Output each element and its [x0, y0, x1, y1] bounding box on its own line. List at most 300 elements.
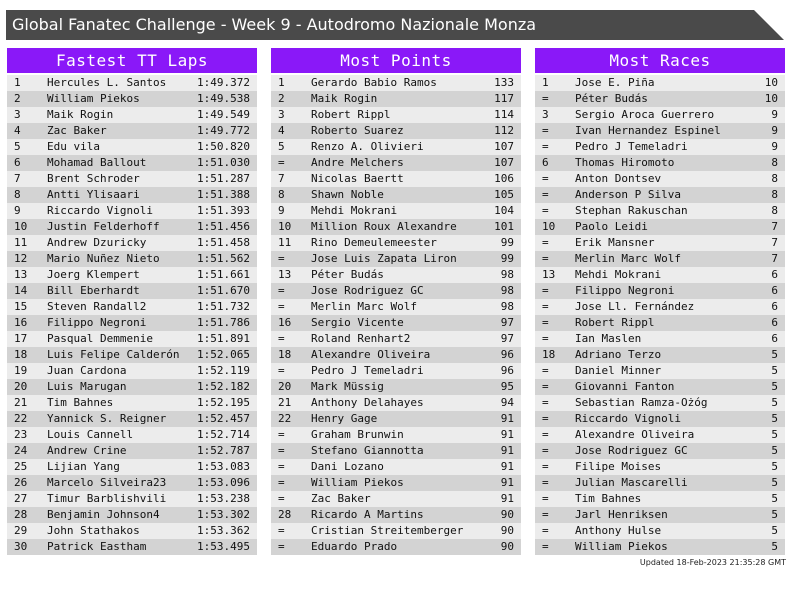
- value-cell: 1:52.787: [197, 444, 250, 457]
- rank-cell: 11: [278, 236, 292, 249]
- page-title: Global Fanatec Challenge - Week 9 - Autodromo Nazionale Monza: [12, 15, 537, 34]
- table-row: [535, 203, 785, 219]
- value-cell: 91: [500, 444, 514, 457]
- table-row: [7, 379, 257, 395]
- rank-cell: =: [542, 428, 549, 441]
- value-cell: 5: [771, 396, 778, 409]
- driver-name-cell: Paolo Leidi: [575, 220, 648, 233]
- value-cell: 114: [494, 108, 514, 121]
- driver-name-cell: Juan Cardona: [47, 364, 127, 377]
- driver-name-cell: Riccardo Vignoli: [47, 204, 153, 217]
- table-row: [535, 523, 785, 539]
- rank-cell: =: [542, 124, 549, 137]
- table-row: [271, 299, 521, 315]
- rank-cell: 22: [278, 412, 292, 425]
- value-cell: 99: [500, 236, 514, 249]
- driver-name-cell: Péter Budás: [575, 92, 648, 105]
- updated-timestamp: Updated 18-Feb-2023 21:35:28 GMT: [639, 558, 786, 567]
- value-cell: 1:53.362: [197, 524, 250, 537]
- table-row: [271, 411, 521, 427]
- table-row: [535, 251, 785, 267]
- value-cell: 1:51.458: [197, 236, 250, 249]
- rank-cell: =: [542, 172, 549, 185]
- rank-cell: 9: [14, 204, 21, 217]
- driver-name-cell: Louis Cannell: [47, 428, 134, 441]
- value-cell: 90: [500, 524, 514, 537]
- driver-name-cell: Benjamin Johnson4: [47, 508, 160, 521]
- value-cell: 8: [771, 172, 778, 185]
- value-cell: 5: [771, 524, 778, 537]
- value-cell: 1:51.388: [197, 188, 250, 201]
- driver-name-cell: Rino Demeulemeester: [311, 236, 437, 249]
- table-row: [271, 507, 521, 523]
- value-cell: 98: [500, 284, 514, 297]
- driver-name-cell: Roberto Suarez: [311, 124, 404, 137]
- rank-cell: =: [542, 492, 549, 505]
- rank-cell: 11: [14, 236, 28, 249]
- driver-name-cell: Ricardo A Martins: [311, 508, 424, 521]
- driver-name-cell: Andrew Dzuricky: [47, 236, 147, 249]
- rank-cell: 20: [14, 380, 28, 393]
- value-cell: 97: [500, 332, 514, 345]
- table-row: [535, 219, 785, 235]
- table-row: [7, 107, 257, 123]
- rank-cell: =: [278, 428, 285, 441]
- driver-name-cell: Edu vila: [47, 140, 100, 153]
- table-row: [7, 123, 257, 139]
- table-row: [271, 315, 521, 331]
- rank-cell: 16: [14, 316, 28, 329]
- value-cell: 5: [771, 540, 778, 553]
- value-cell: 1:53.495: [197, 540, 250, 553]
- rank-cell: 6: [14, 156, 21, 169]
- driver-name-cell: Andrew Crine: [47, 444, 127, 457]
- driver-name-cell: Justin Felderhoff: [47, 220, 160, 233]
- value-cell: 6: [771, 300, 778, 313]
- rank-cell: 3: [14, 108, 21, 121]
- rank-cell: =: [278, 540, 285, 553]
- rank-cell: 12: [14, 252, 28, 265]
- rank-cell: 23: [14, 428, 28, 441]
- rank-cell: 22: [14, 412, 28, 425]
- driver-name-cell: Merlin Marc Wolf: [311, 300, 417, 313]
- value-cell: 6: [771, 332, 778, 345]
- driver-name-cell: Jose Rodriguez GC: [575, 444, 688, 457]
- driver-name-cell: Merlin Marc Wolf: [575, 252, 681, 265]
- table-row: [271, 363, 521, 379]
- table-row: [7, 235, 257, 251]
- rank-cell: =: [542, 364, 549, 377]
- rank-cell: 9: [278, 204, 285, 217]
- table-row: [271, 347, 521, 363]
- rank-cell: =: [278, 444, 285, 457]
- driver-name-cell: Maik Rogin: [47, 108, 114, 121]
- table-row: [7, 475, 257, 491]
- rank-cell: =: [278, 284, 285, 297]
- rank-cell: =: [542, 284, 549, 297]
- driver-name-cell: Filipe Moises: [575, 460, 662, 473]
- driver-name-cell: Anton Dontsev: [575, 172, 662, 185]
- rank-cell: 15: [14, 300, 28, 313]
- value-cell: 5: [771, 460, 778, 473]
- value-cell: 104: [494, 204, 514, 217]
- driver-name-cell: Henry Gage: [311, 412, 378, 425]
- rank-cell: 17: [14, 332, 28, 345]
- rank-cell: 13: [542, 268, 556, 281]
- driver-name-cell: Julian Mascarelli: [575, 476, 688, 489]
- driver-name-cell: Thomas Hiromoto: [575, 156, 675, 169]
- driver-name-cell: Luis Marugan: [47, 380, 127, 393]
- rank-cell: 28: [278, 508, 292, 521]
- value-cell: 91: [500, 460, 514, 473]
- value-cell: 9: [771, 108, 778, 121]
- value-cell: 112: [494, 124, 514, 137]
- rank-cell: =: [542, 412, 549, 425]
- value-cell: 1:52.182: [197, 380, 250, 393]
- table-row: [7, 219, 257, 235]
- value-cell: 1:51.891: [197, 332, 250, 345]
- rank-cell: 2: [278, 92, 285, 105]
- value-cell: 91: [500, 476, 514, 489]
- table-row: [7, 539, 257, 555]
- value-cell: 5: [771, 412, 778, 425]
- driver-name-cell: Anthony Hulse: [575, 524, 662, 537]
- value-cell: 91: [500, 428, 514, 441]
- rank-cell: =: [542, 300, 549, 313]
- value-cell: 98: [500, 268, 514, 281]
- rank-cell: 4: [14, 124, 21, 137]
- table-row: [535, 331, 785, 347]
- table-row: [535, 299, 785, 315]
- value-cell: 1:49.772: [197, 124, 250, 137]
- rank-cell: =: [278, 156, 285, 169]
- table-row: [7, 283, 257, 299]
- rank-cell: 21: [14, 396, 28, 409]
- value-cell: 5: [771, 428, 778, 441]
- table-row: [271, 235, 521, 251]
- driver-name-cell: William Piekos: [311, 476, 404, 489]
- table-row: [7, 411, 257, 427]
- value-cell: 107: [494, 140, 514, 153]
- table-row: [271, 443, 521, 459]
- table-row: [271, 171, 521, 187]
- rank-cell: 1: [278, 76, 285, 89]
- table-row: [7, 299, 257, 315]
- rank-cell: =: [542, 460, 549, 473]
- table-row: [271, 475, 521, 491]
- table-row: [535, 539, 785, 555]
- rank-cell: 7: [14, 172, 21, 185]
- table-row: [535, 187, 785, 203]
- value-cell: 6: [771, 268, 778, 281]
- rank-cell: =: [542, 540, 549, 553]
- driver-name-cell: Jarl Henriksen: [575, 508, 668, 521]
- table-row: [535, 283, 785, 299]
- table-row: [7, 443, 257, 459]
- rank-cell: =: [542, 204, 549, 217]
- table-row: [271, 75, 521, 91]
- table-row: [535, 491, 785, 507]
- leaderboard-rows: [535, 75, 785, 555]
- driver-name-cell: Robert Rippl: [575, 316, 655, 329]
- rank-cell: 18: [542, 348, 556, 361]
- rank-cell: =: [278, 252, 285, 265]
- value-cell: 94: [500, 396, 514, 409]
- page-header: [6, 10, 784, 40]
- table-row: [271, 523, 521, 539]
- value-cell: 8: [771, 204, 778, 217]
- rank-cell: 29: [14, 524, 28, 537]
- value-cell: 1:53.083: [197, 460, 250, 473]
- table-row: [271, 267, 521, 283]
- value-cell: 133: [494, 76, 514, 89]
- table-row: [535, 123, 785, 139]
- rank-cell: 8: [14, 188, 21, 201]
- value-cell: 106: [494, 172, 514, 185]
- driver-name-cell: Timur Barblishvili: [47, 492, 167, 505]
- rank-cell: =: [278, 492, 285, 505]
- table-row: [535, 443, 785, 459]
- table-row: [535, 107, 785, 123]
- rank-cell: =: [278, 364, 285, 377]
- table-row: [535, 171, 785, 187]
- value-cell: 7: [771, 220, 778, 233]
- table-row: [7, 363, 257, 379]
- rank-cell: =: [542, 92, 549, 105]
- value-cell: 90: [500, 540, 514, 553]
- driver-name-cell: Sergio Vicente: [311, 316, 404, 329]
- rank-cell: =: [542, 380, 549, 393]
- value-cell: 1:51.786: [197, 316, 250, 329]
- rank-cell: 10: [14, 220, 28, 233]
- driver-name-cell: Shawn Noble: [311, 188, 384, 201]
- rank-cell: 20: [278, 380, 292, 393]
- rank-cell: =: [542, 188, 549, 201]
- panel-title: Most Points: [271, 48, 521, 73]
- table-row: [271, 379, 521, 395]
- rank-cell: 8: [278, 188, 285, 201]
- driver-name-cell: Daniel Minner: [575, 364, 662, 377]
- driver-name-cell: Erik Mansner: [575, 236, 655, 249]
- table-row: [7, 523, 257, 539]
- driver-name-cell: Steven Randall2: [47, 300, 147, 313]
- driver-name-cell: Joerg Klempert: [47, 268, 140, 281]
- rank-cell: =: [542, 396, 549, 409]
- value-cell: 10: [764, 92, 778, 105]
- rank-cell: 3: [278, 108, 285, 121]
- table-row: [535, 395, 785, 411]
- table-row: [271, 331, 521, 347]
- table-row: [7, 187, 257, 203]
- driver-name-cell: Giovanni Fanton: [575, 380, 675, 393]
- rank-cell: 19: [14, 364, 28, 377]
- driver-name-cell: Ivan Hernandez Espinel: [575, 124, 721, 137]
- rank-cell: 4: [278, 124, 285, 137]
- table-row: [535, 475, 785, 491]
- driver-name-cell: Roland Renhart2: [311, 332, 411, 345]
- table-row: [7, 315, 257, 331]
- value-cell: 5: [771, 476, 778, 489]
- rank-cell: =: [542, 140, 549, 153]
- table-row: [7, 507, 257, 523]
- rank-cell: =: [278, 300, 285, 313]
- driver-name-cell: Pedro J Temeladri: [575, 140, 688, 153]
- value-cell: 1:52.457: [197, 412, 250, 425]
- table-row: [7, 459, 257, 475]
- rank-cell: =: [542, 236, 549, 249]
- value-cell: 1:49.538: [197, 92, 250, 105]
- table-row: [7, 347, 257, 363]
- rank-cell: 5: [14, 140, 21, 153]
- driver-name-cell: Maik Rogin: [311, 92, 378, 105]
- driver-name-cell: William Piekos: [575, 540, 668, 553]
- value-cell: 7: [771, 252, 778, 265]
- table-row: [535, 155, 785, 171]
- value-cell: 1:51.030: [197, 156, 250, 169]
- rank-cell: =: [278, 460, 285, 473]
- table-row: [7, 267, 257, 283]
- table-row: [271, 155, 521, 171]
- value-cell: 1:52.065: [197, 348, 250, 361]
- value-cell: 96: [500, 348, 514, 361]
- panel-title: Most Races: [535, 48, 785, 73]
- table-row: [7, 427, 257, 443]
- table-row: [535, 267, 785, 283]
- rank-cell: 13: [278, 268, 292, 281]
- table-row: [7, 395, 257, 411]
- most-points-panel: [271, 48, 521, 555]
- value-cell: 1:51.456: [197, 220, 250, 233]
- driver-name-cell: Million Roux Alexandre: [311, 220, 457, 233]
- table-row: [535, 411, 785, 427]
- value-cell: 1:52.119: [197, 364, 250, 377]
- rank-cell: 5: [278, 140, 285, 153]
- value-cell: 1:51.393: [197, 204, 250, 217]
- table-row: [535, 347, 785, 363]
- rank-cell: =: [542, 476, 549, 489]
- table-row: [7, 203, 257, 219]
- table-row: [535, 379, 785, 395]
- value-cell: 9: [771, 124, 778, 137]
- value-cell: 1:53.238: [197, 492, 250, 505]
- table-row: [535, 75, 785, 91]
- driver-name-cell: Mario Nuñez Nieto: [47, 252, 160, 265]
- table-row: [271, 283, 521, 299]
- table-row: [271, 539, 521, 555]
- value-cell: 1:52.195: [197, 396, 250, 409]
- table-row: [7, 251, 257, 267]
- rank-cell: 21: [278, 396, 292, 409]
- driver-name-cell: Riccardo Vignoli: [575, 412, 681, 425]
- value-cell: 1:51.732: [197, 300, 250, 313]
- driver-name-cell: Jose E. Piña: [575, 76, 655, 89]
- rank-cell: 10: [542, 220, 556, 233]
- driver-name-cell: Luis Felipe Calderón: [47, 348, 180, 361]
- driver-name-cell: Péter Budás: [311, 268, 384, 281]
- driver-name-cell: Marcelo Silveira23: [47, 476, 167, 489]
- table-row: [271, 123, 521, 139]
- table-row: [271, 203, 521, 219]
- driver-name-cell: Nicolas Baertt: [311, 172, 404, 185]
- driver-name-cell: John Stathakos: [47, 524, 140, 537]
- driver-name-cell: Stephan Rakuschan: [575, 204, 688, 217]
- driver-name-cell: Antti Ylisaari: [47, 188, 140, 201]
- driver-name-cell: William Piekos: [47, 92, 140, 105]
- driver-name-cell: Mehdi Mokrani: [311, 204, 398, 217]
- driver-name-cell: Renzo A. Olivieri: [311, 140, 424, 153]
- rank-cell: =: [542, 332, 549, 345]
- table-row: [271, 107, 521, 123]
- value-cell: 95: [500, 380, 514, 393]
- driver-name-cell: Anderson P Silva: [575, 188, 681, 201]
- driver-name-cell: Andre Melchers: [311, 156, 404, 169]
- driver-name-cell: Stefano Giannotta: [311, 444, 424, 457]
- driver-name-cell: Adriano Terzo: [575, 348, 662, 361]
- value-cell: 96: [500, 364, 514, 377]
- table-row: [535, 91, 785, 107]
- value-cell: 1:50.820: [197, 140, 250, 153]
- rank-cell: =: [278, 332, 285, 345]
- rank-cell: 28: [14, 508, 28, 521]
- table-row: [271, 187, 521, 203]
- rank-cell: 10: [278, 220, 292, 233]
- driver-name-cell: Ian Maslen: [575, 332, 642, 345]
- table-row: [535, 507, 785, 523]
- rank-cell: =: [278, 476, 285, 489]
- rank-cell: 25: [14, 460, 28, 473]
- value-cell: 91: [500, 412, 514, 425]
- value-cell: 1:51.661: [197, 268, 250, 281]
- driver-name-cell: Brent Schroder: [47, 172, 140, 185]
- driver-name-cell: Yannick S. Reigner: [47, 412, 167, 425]
- driver-name-cell: Tim Bahnes: [575, 492, 642, 505]
- most-races-panel: [535, 48, 785, 555]
- driver-name-cell: Patrick Eastham: [47, 540, 147, 553]
- value-cell: 97: [500, 316, 514, 329]
- value-cell: 6: [771, 284, 778, 297]
- value-cell: 5: [771, 508, 778, 521]
- table-row: [535, 427, 785, 443]
- rank-cell: =: [542, 524, 549, 537]
- table-row: [271, 491, 521, 507]
- driver-name-cell: Cristian Streitemberger: [311, 524, 464, 537]
- value-cell: 101: [494, 220, 514, 233]
- table-row: [271, 459, 521, 475]
- value-cell: 1:52.714: [197, 428, 250, 441]
- value-cell: 91: [500, 492, 514, 505]
- rank-cell: =: [542, 316, 549, 329]
- rank-cell: 13: [14, 268, 28, 281]
- rank-cell: 24: [14, 444, 28, 457]
- driver-name-cell: Anthony Delahayes: [311, 396, 424, 409]
- table-row: [7, 91, 257, 107]
- table-row: [7, 75, 257, 91]
- rank-cell: 26: [14, 476, 28, 489]
- value-cell: 5: [771, 348, 778, 361]
- value-cell: 5: [771, 380, 778, 393]
- driver-name-cell: Pedro J Temeladri: [311, 364, 424, 377]
- value-cell: 6: [771, 316, 778, 329]
- driver-name-cell: Graham Brunwin: [311, 428, 404, 441]
- driver-name-cell: Zac Baker: [47, 124, 107, 137]
- fastest-tt-laps-panel: [7, 48, 257, 555]
- rank-cell: 3: [542, 108, 549, 121]
- driver-name-cell: Lijian Yang: [47, 460, 120, 473]
- table-row: [535, 235, 785, 251]
- driver-name-cell: Alexandre Oliveira: [311, 348, 431, 361]
- value-cell: 1:51.670: [197, 284, 250, 297]
- rank-cell: 16: [278, 316, 292, 329]
